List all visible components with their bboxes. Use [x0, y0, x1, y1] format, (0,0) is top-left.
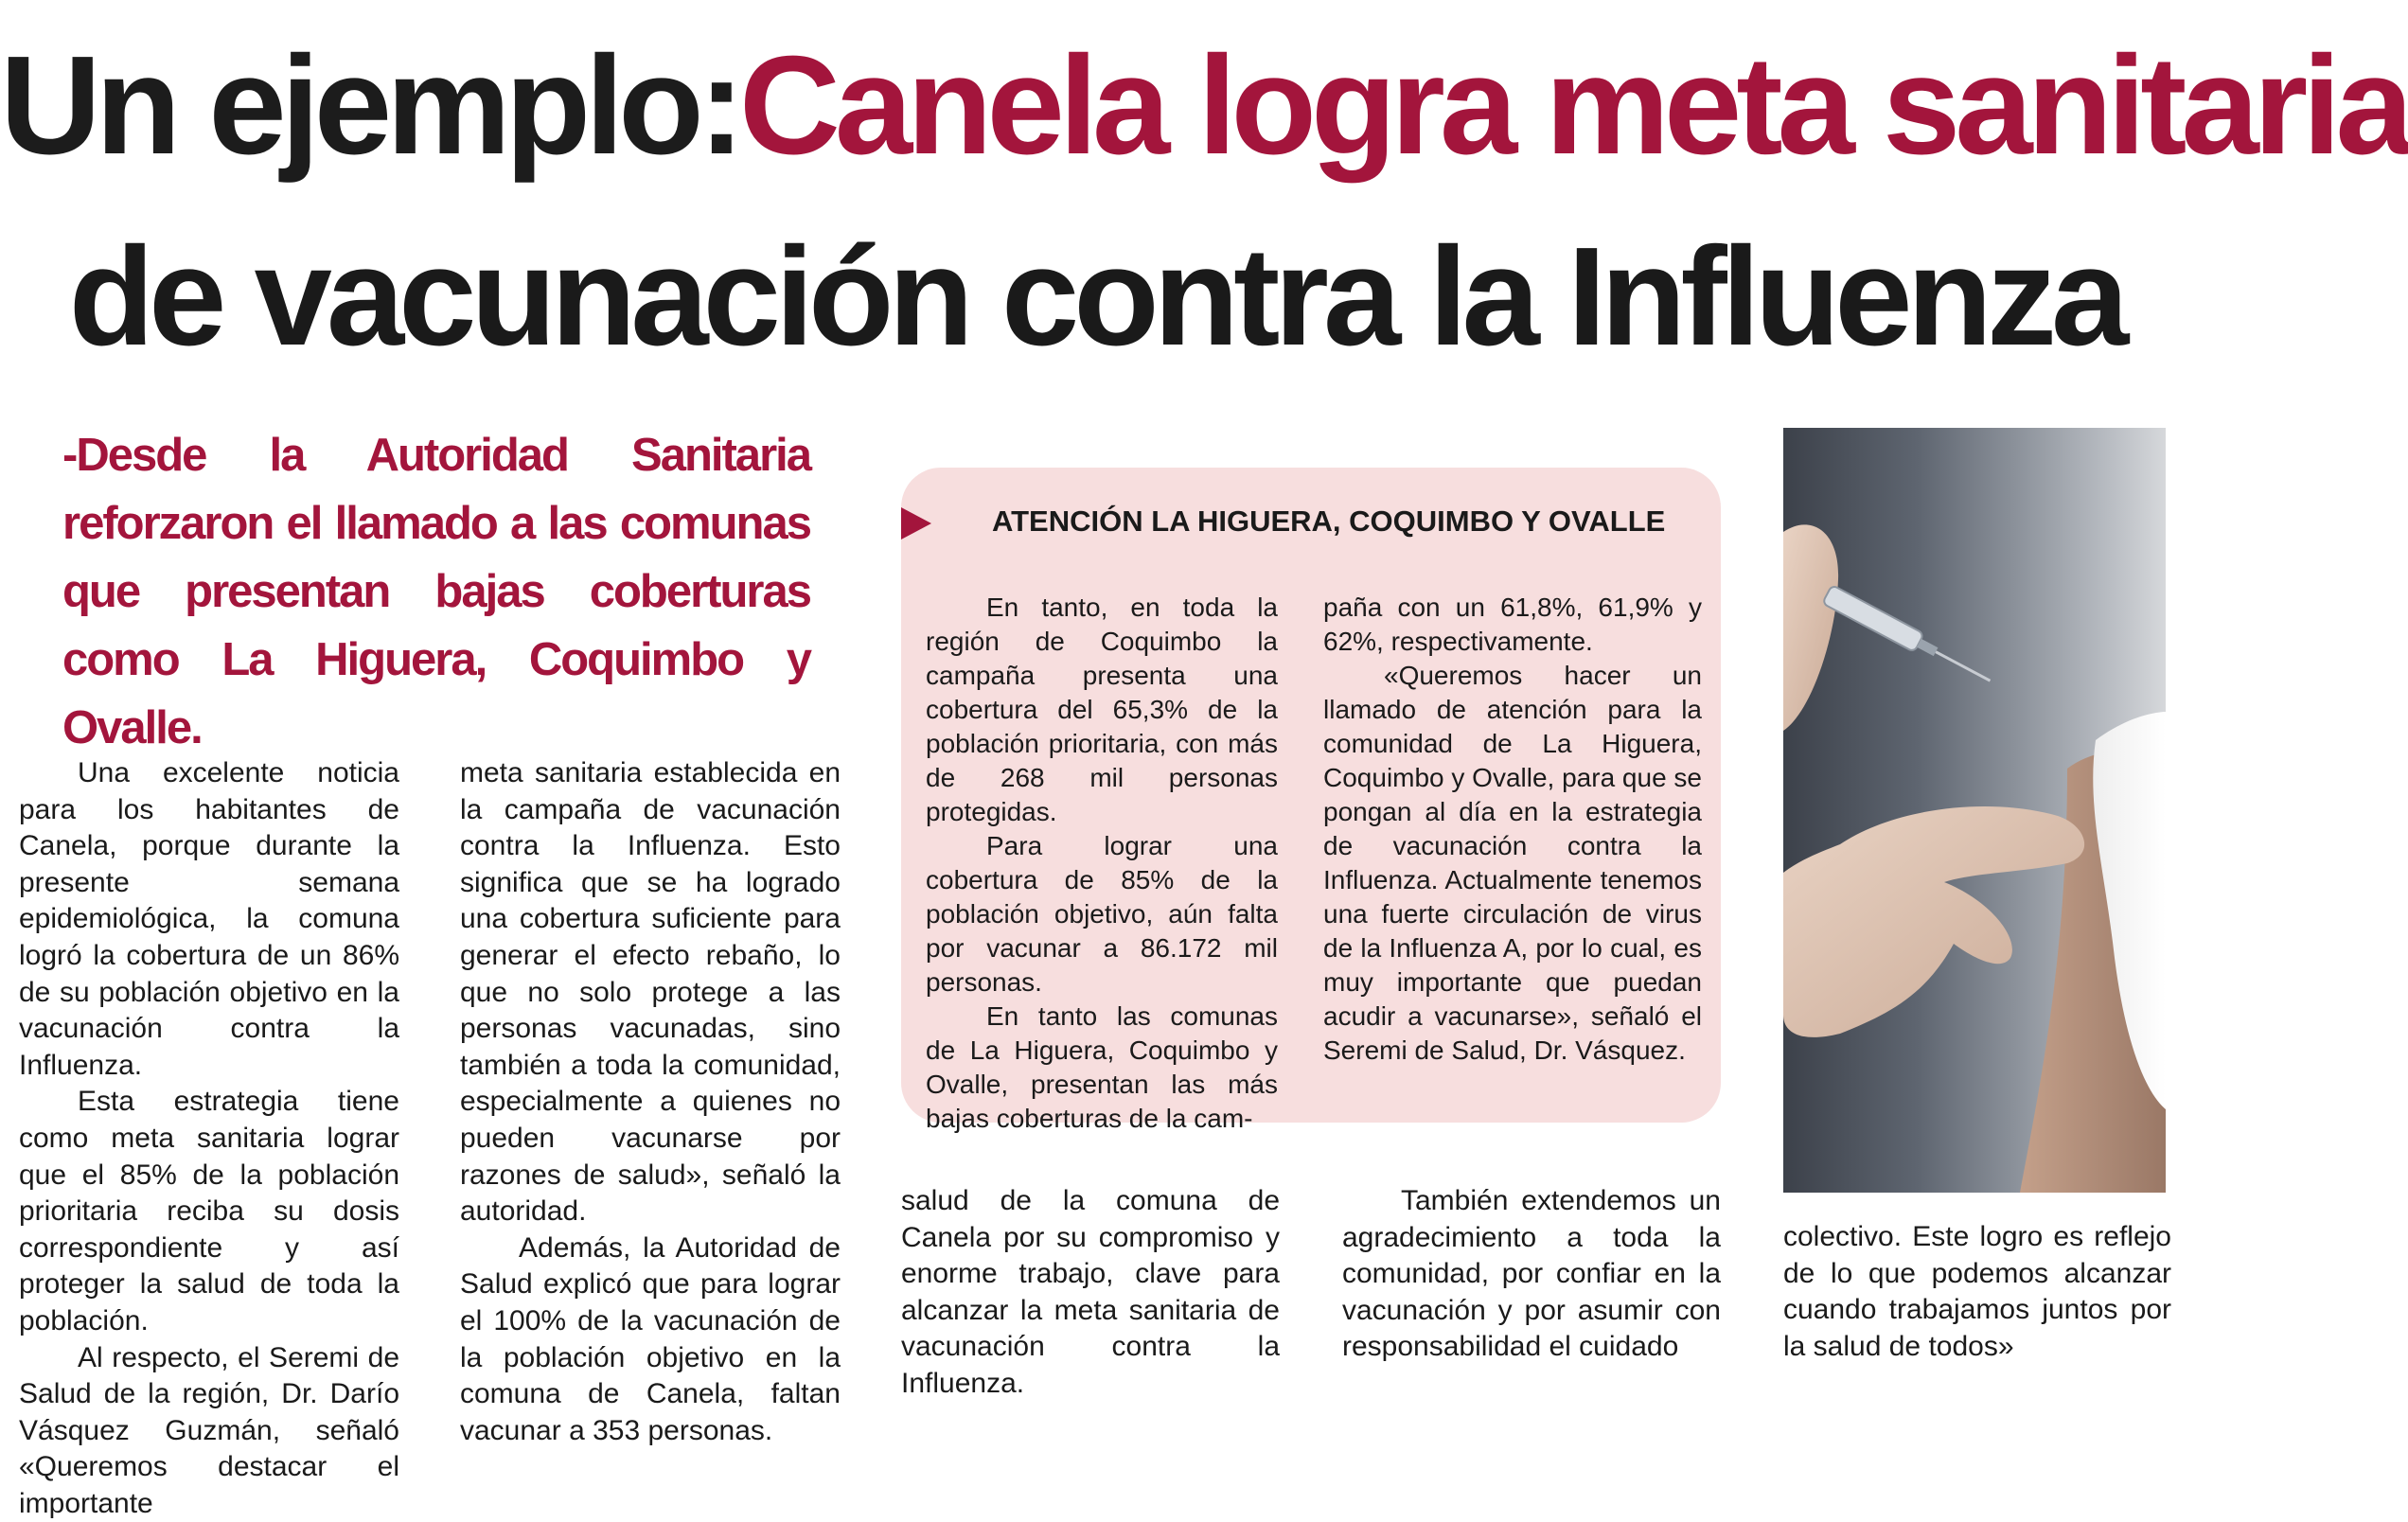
article-column-4 [1342, 1183, 1721, 1389]
paragraph: meta sanitaria establecida en la campaña de vacunación contra la Influenza. Esto significa que se ha logrado una cobertura suficiente para generar el efecto rebaño, lo que no solo protege a las personas vacunadas, sino también a toda la comunidad, especialmente a quienes no pueden vacunarse por razones de salud», señaló la autoridad. [460, 755, 841, 1230]
sidebar-column-1 [926, 591, 1278, 1136]
paragraph: En tanto, en toda la región de Coquimbo la campaña presenta una cobertura del 65,3% de la población prioritaria, con más de 268 mil personas protegidas. [926, 591, 1278, 829]
sidebar-column-2 [1323, 591, 1702, 1068]
paragraph: salud de la comuna de Canela por su compromiso y enorme trabajo, clave para alcanzar la meta sanitaria de vacunación contra la Influenza. [901, 1183, 1280, 1403]
article-column-2 [460, 755, 841, 1389]
vaccination-illustration [1783, 428, 2166, 1193]
paragraph: En tanto las comunas de La Higuera, Coquimbo y Ovalle, presentan las más bajas coberturas de la cam- [926, 1000, 1278, 1136]
paragraph: Esta estrategia tiene como meta sanitaria lograr que el 85% de la población prioritaria reciba su dosis correspondiente y así proteger la salud de toda la población. [19, 1084, 399, 1339]
paragraph: También extendemos un agradecimiento a toda la comunidad, por confiar en la vacunación y por asumir con responsabilidad el cuidado [1342, 1183, 1721, 1366]
sidebar-title: ATENCIÓN LA HIGUERA, COQUIMBO Y OVALLE [992, 504, 1711, 539]
paragraph: Además, la Autoridad de Salud explicó que para lograr el 100% de la vacunación de la población objetivo en la comuna de Canela, faltan vacunar a 353 personas. [460, 1230, 841, 1450]
paragraph: Una excelente noticia para los habitantes de Canela, porque durante la presente semana epidemiológica, la comuna logró la cobertura de un 86% de su población objetivo en la vacunación contra la Influenza. [19, 755, 399, 1084]
article-column-5 [1783, 1219, 2171, 1389]
paragraph: «Queremos hacer un llamado de atención para la comunidad de La Higuera, Coquimbo y Ovalle, para que se pongan al día en la estrategia de vacunación contra la Influenza. Actualmente tenemos una fuerte circulación de virus de la Influenza A, por lo cual, es muy importante que puedan acudir a vacunarse», señaló el Seremi de Salud, Dr. Vásquez. [1323, 659, 1702, 1068]
article-column-3 [901, 1183, 1280, 1389]
article-deck: -Desde la Autoridad Sanitaria reforzaron el llamado a las comunas que presentan bajas coberturas como La Higuera, Coquimbo y Ovalle. [62, 421, 810, 762]
headline-accent: Canela logra meta sanitaria [739, 27, 2408, 184]
headline-line-2: de vacunación contra la Influenza [0, 227, 2192, 367]
paragraph: Para lograr una cobertura de 85% de la población objetivo, aún falta por vacunar a 86.172 mil personas. [926, 829, 1278, 1000]
triangle-marker-icon [901, 507, 931, 540]
paragraph: paña con un 61,8%, 61,9% y 62%, respectivamente. [1323, 591, 1702, 659]
paragraph: Al respecto, el Seremi de Salud de la región, Dr. Darío Vásquez Guzmán, señaló «Queremos destacar el importante [19, 1340, 399, 1522]
vaccination-photo [1783, 428, 2166, 1193]
article-column-1 [19, 755, 399, 1389]
paragraph: colectivo. Este logro es reflejo de lo que podemos alcanzar cuando trabajamos juntos por la salud de todos» [1783, 1219, 2171, 1365]
headline-prefix: Un ejemplo: [0, 27, 739, 184]
headline-line-1 [0, 36, 2192, 176]
